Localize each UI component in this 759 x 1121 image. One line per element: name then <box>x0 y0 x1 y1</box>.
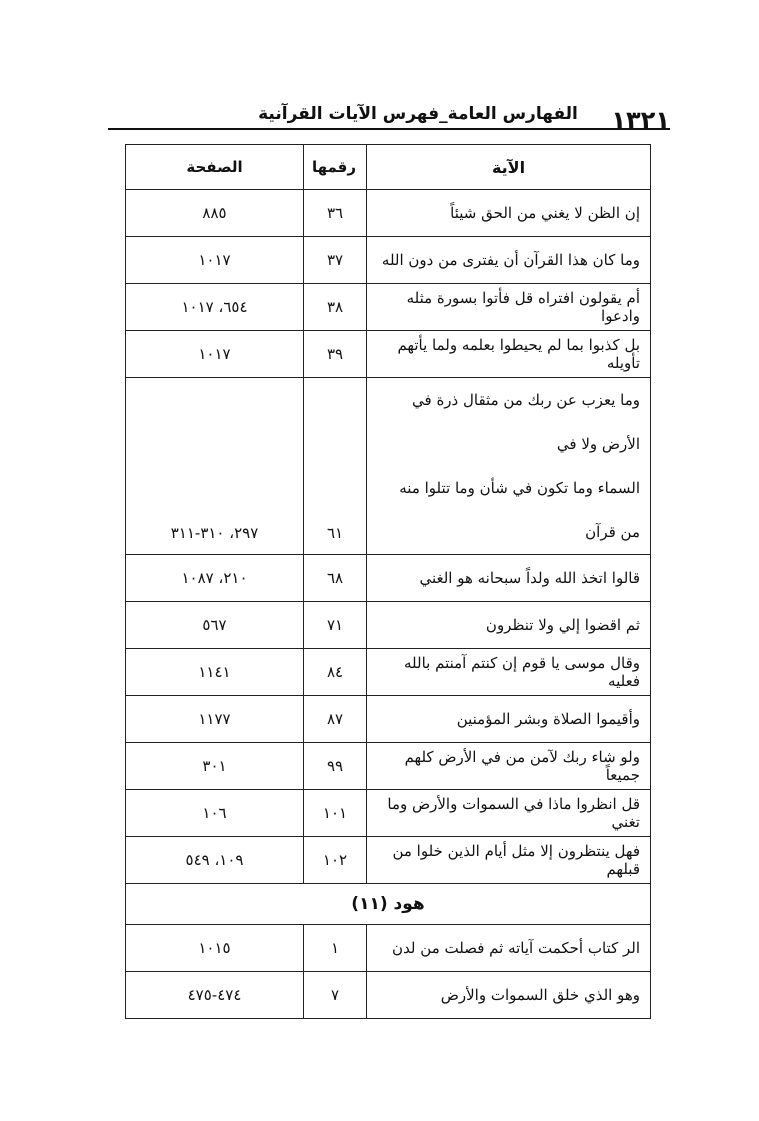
ayah-text: فهل ينتظرون إلا مثل أيام الذين خلوا من قبلهم <box>367 837 651 884</box>
ayah-text: قل انظروا ماذا في السموات والأرض وما تغني <box>367 790 651 837</box>
table-row <box>126 790 651 837</box>
ayah-number: ٣٧ <box>304 237 367 284</box>
page-refs: ٥٦٧ <box>126 602 304 649</box>
ayah-number: ٦١ <box>304 378 367 555</box>
page-refs: ٢١٠، ١٠٨٧ <box>126 555 304 602</box>
table-row <box>126 555 651 602</box>
page-refs: ١٠٦ <box>126 790 304 837</box>
table-row <box>126 972 651 1019</box>
page-refs: ١١٧٧ <box>126 696 304 743</box>
verses-index-table <box>125 144 651 1019</box>
column-header-page: الصفحة <box>126 145 304 190</box>
table-row <box>126 602 651 649</box>
ayah-number: ٧ <box>304 972 367 1019</box>
ayah-number: ٩٩ <box>304 743 367 790</box>
table-row <box>126 190 651 237</box>
surah-heading: هود (١١) <box>126 884 651 925</box>
ayah-text: ولو شاء ربك لآمن من في الأرض كلهم جميعاً <box>367 743 651 790</box>
page-header <box>108 100 670 134</box>
page-refs: ١٠١٧ <box>126 237 304 284</box>
page-refs: ١٠٩، ٥٤٩ <box>126 837 304 884</box>
page-refs: ١٠١٥ <box>126 925 304 972</box>
table-row <box>126 237 651 284</box>
ayah-number: ٣٦ <box>304 190 367 237</box>
ayah-text: وما كان هذا القرآن أن يفترى من دون الله <box>367 237 651 284</box>
ayah-text: قالوا اتخذ الله ولداً سبحانه هو الغني <box>367 555 651 602</box>
ayah-text: الر كتاب أحكمت آياته ثم فصلت من لدن <box>367 925 651 972</box>
ayah-number: ٣٨ <box>304 284 367 331</box>
page-refs: ٤٧٤-٤٧٥ <box>126 972 304 1019</box>
table-row <box>126 649 651 696</box>
table-row <box>126 925 651 972</box>
column-header-number: رقمها <box>304 145 367 190</box>
table-header-row <box>126 145 651 190</box>
ayah-number: ٨٧ <box>304 696 367 743</box>
table-row <box>126 743 651 790</box>
ayah-text: وقال موسى يا قوم إن كنتم آمنتم بالله فعليه <box>367 649 651 696</box>
ayah-text: وهو الذي خلق السموات والأرض <box>367 972 651 1019</box>
page-refs: ١٠١٧ <box>126 331 304 378</box>
ayah-number: ٣٩ <box>304 331 367 378</box>
ayah-text: ثم اقضوا إلي ولا تنظرون <box>367 602 651 649</box>
table-row <box>126 331 651 378</box>
ayah-number: ١٠٢ <box>304 837 367 884</box>
ayah-number: ٨٤ <box>304 649 367 696</box>
page-number: ١٣٢١ <box>611 106 670 134</box>
header-rule <box>108 128 670 130</box>
page-refs: ٦٥٤، ١٠١٧ <box>126 284 304 331</box>
page-refs: ٢٩٧، ٣١٠-٣١١ <box>126 378 304 555</box>
page-refs: ١١٤١ <box>126 649 304 696</box>
table-row <box>126 696 651 743</box>
ayah-text-line: وما يعزب عن ربك من مثقال ذرة في الأرض ولا في <box>412 391 640 453</box>
table-row <box>126 837 651 884</box>
ayah-text: أم يقولون افتراه قل فأتوا بسورة مثله وادعوا <box>367 284 651 331</box>
surah-heading-row <box>126 884 651 925</box>
running-title: الفهارس العامة_فهرس الآيات القرآنية <box>258 104 578 124</box>
page-refs: ٨٨٥ <box>126 190 304 237</box>
ayah-number: ١ <box>304 925 367 972</box>
ayah-text: إن الظن لا يغني من الحق شيئاً <box>367 190 651 237</box>
ayah-number: ١٠١ <box>304 790 367 837</box>
table-row <box>126 284 651 331</box>
ayah-text-line: السماء وما تكون في شأن وما تتلوا منه من قرآن <box>399 479 640 541</box>
ayah-number: ٧١ <box>304 602 367 649</box>
page-refs: ٣٠١ <box>126 743 304 790</box>
table-row <box>126 378 651 555</box>
ayah-text: وأقيموا الصلاة وبشر المؤمنين <box>367 696 651 743</box>
column-header-ayah: الآية <box>367 145 651 190</box>
ayah-text <box>367 378 651 555</box>
ayah-text: بل كذبوا بما لم يحيطوا بعلمه ولما يأتهم تأويله <box>367 331 651 378</box>
ayah-number: ٦٨ <box>304 555 367 602</box>
